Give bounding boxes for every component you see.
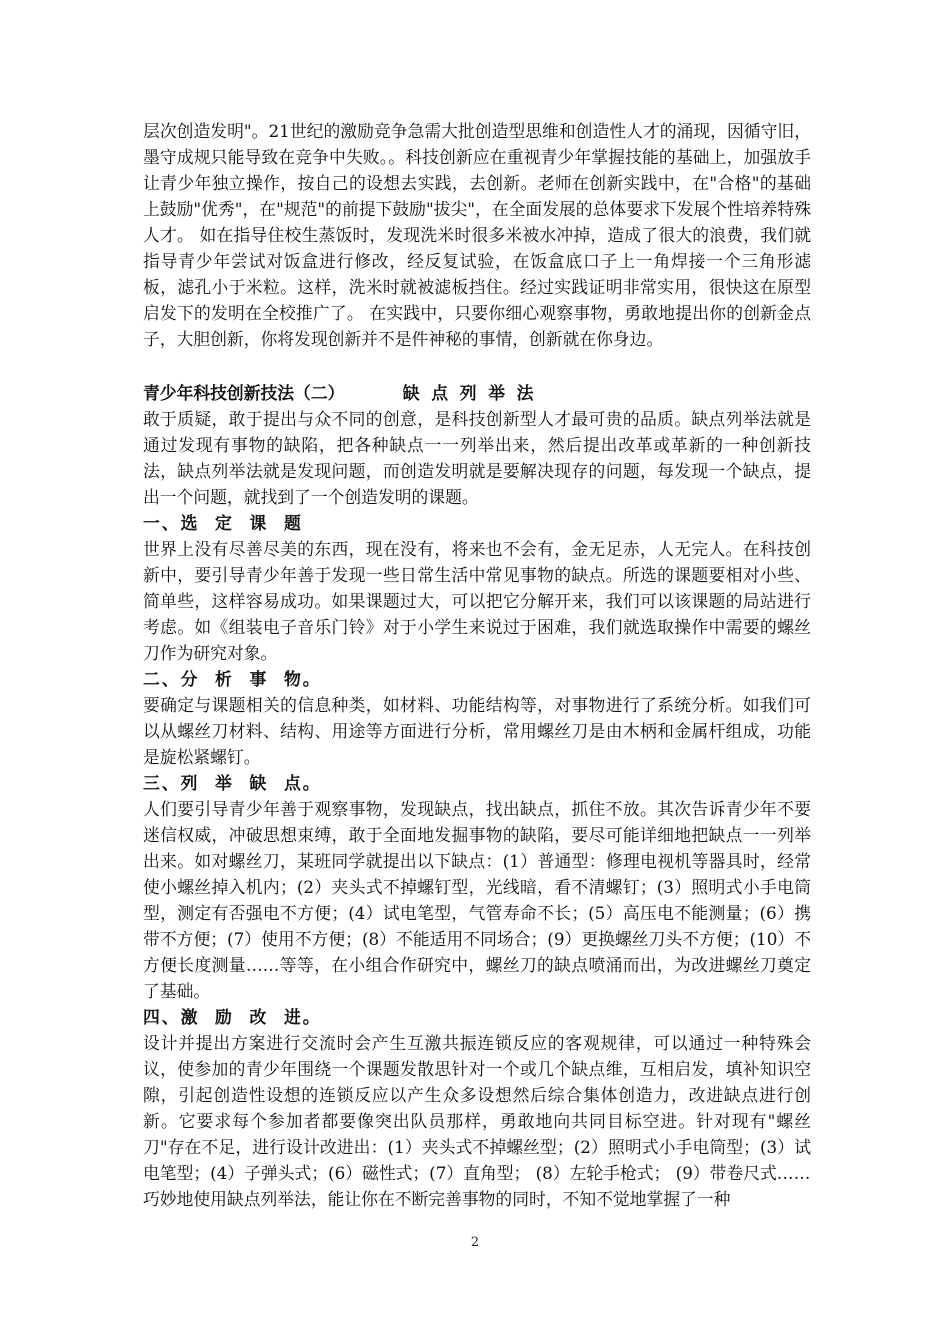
page-body [143, 118, 811, 1212]
closing-paragraph: 巧妙地使用缺点列举法，能让你在不断完善事物的同时，不知不觉地掌握了一种 [143, 1189, 731, 1209]
paragraph-encourage-improvement: 设计并提出方案进行交流时会产生互激共振连锁反应的客观规律，可以通过一种特殊会议，使参加的青少年围绕一个课题发散思针对一个或几个缺点维，互相启发，填补知识空隙，引起创造性设想的连锁反应以产生众多设想然后综合集体创造力，改进缺点进行创新。它要求每个参加者都要像突出队员那样，勇敢地向共同目标空进。针对现有"螺丝刀"存在不足，进行设计改进出：(1）夹头式不掉螺丝型；(2）照明式小手电筒型；(3）试电笔型；(4）子弹头式；(6）磁性式；(7）直角型； (8）左轮手枪式； (9）带卷尺式…… [143, 1033, 811, 1183]
heading-list-defects: 三、列 举 缺 点。 [143, 773, 322, 793]
heading-select-topic: 一、选 定 课 题 [143, 513, 303, 533]
section-title: 青少年科技创新技法（二） 缺 点 列 举 法 [143, 383, 534, 403]
section-intro-paragraph: 敢于质疑，敢于提出与众不同的创意，是科技创新型人才最可贵的品质。缺点列举法就是通过发现有事物的缺陷，把各种缺点一一列举出来，然后提出改革或革新的一种创新技法，缺点列举法就是发现问题，而创造发明就是要解决现存的问题，每发现一个缺点，提出一个问题，就找到了一个创造发明的课题。 [143, 409, 811, 507]
heading-encourage-improvement: 四、激 励 改 进。 [143, 1007, 322, 1027]
page-number: 2 [470, 1235, 480, 1250]
paragraph-spacer [143, 352, 811, 380]
intro-paragraph: 层次创造发明"。21世纪的激励竞争急需大批创造型思维和创造性人才的涌现，因循守旧，墨守成规只能导致在竞争中失败。。科技创新应在重视青少年掌握技能的基础上，加强放手让青少年独立操作，按自己的设想去实践，去创新。老师在创新实践中，在"合格"的基础上鼓励"优秀"，在"规范"的前提下鼓励"拔尖"，在全面发展的总体要求下发展个性培养特殊人才。 如在指导住校生蒸饭时，发现洗米时很多米被水冲掉，造成了很大的浪费，我们就指导青少年尝试对饭盒进行修改，经反复试验，在饭盒底口子上一角焊接一个三角形滤板，滤孔小于米粒。这样，洗米时就被滤板挡住。经过实践证明非常实用，很快这在原型启发下的发明在全校推广了。 在实践中，只要你细心观察事物，勇敢地提出你的创新金点子，大胆创新，你将发现创新并不是件神秘的事情，创新就在你身边。 [143, 121, 811, 349]
paragraph-select-topic: 世界上没有尽善尽美的东西，现在没有，将来也不会有，金无足赤，人无完人。在科技创新中，要引导青少年善于发现一些日常生活中常见事物的缺点。所选的课题要相对小些、简单些，这样容易成功。如果课题过大，可以把它分解开来，我们可以该课题的局站进行考虑。如《组装电子音乐门铃》对于小学生来说过于困难，我们就选取操作中需要的螺丝刀作为研究对象。 [143, 539, 811, 663]
paragraph-analyze-things: 要确定与课题相关的信息种类，如材料、功能结构等，对事物进行了系统分析。如我们可以从螺丝刀材料、结构、用途等方面进行分析，常用螺丝刀是由木柄和金属杆组成，功能是旋松紧螺钉。 [143, 695, 811, 767]
paragraph-list-defects: 人们要引导青少年善于观察事物，发现缺点，找出缺点，抓住不放。其次告诉青少年不要迷信权威，冲破思想束缚，敢于全面地发掘事物的缺陷，要尽可能详细地把缺点一一列举出来。如对螺丝刀，某班同学就提出以下缺点：(1）普通型：修理电视机等器具时，经常使小螺丝掉入机内；(2）夹头式不掉螺钉型，光线暗，看不清螺钉；(3）照明式小手电筒型，测定有否强电不方便；(4）试电笔型，气管寿命不长；(5）高压电不能测量；(6）携带不方便；(7）使用不方便；(8）不能适用不同场合；(9）更换螺丝刀头不方便；(10）不方便长度测量……等等，在小组合作研究中，螺丝刀的缺点喷涌而出，为改进螺丝刀奠定了基础。 [143, 799, 811, 1001]
heading-analyze-things: 二、分 析 事 物。 [143, 669, 322, 689]
